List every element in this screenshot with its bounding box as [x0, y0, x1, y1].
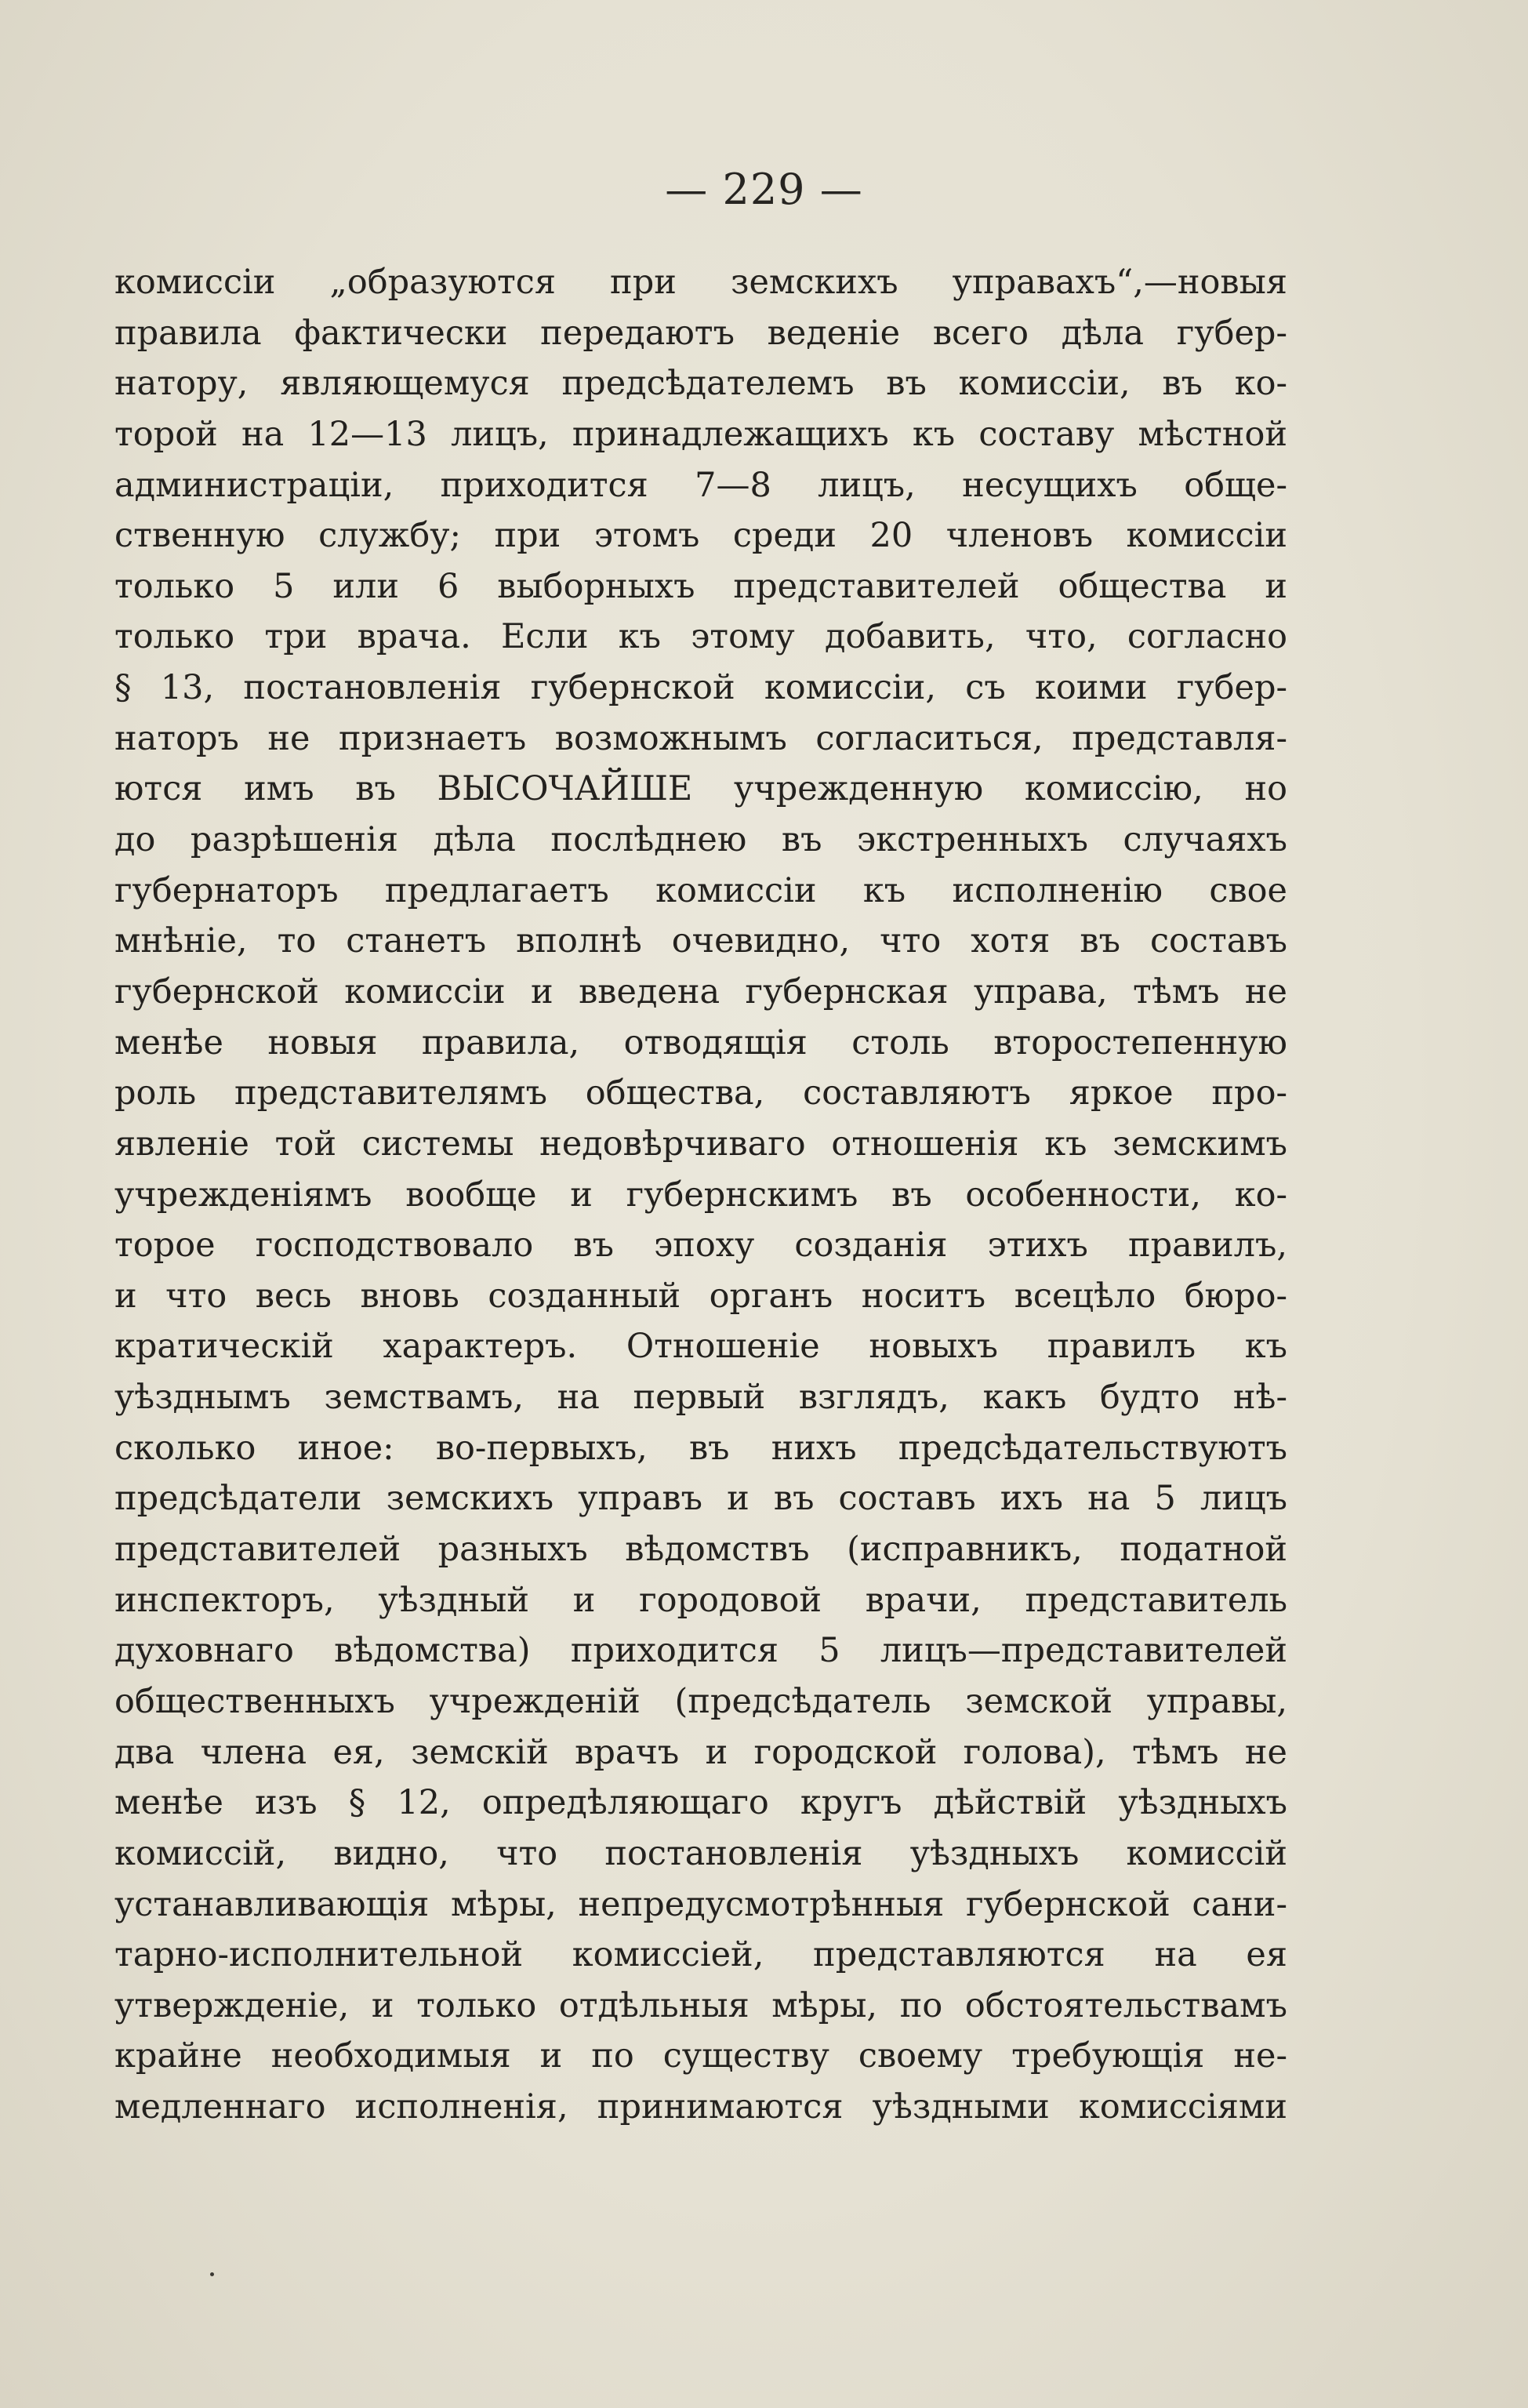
- text-line: общественныхъ учрежденій (предсѣдатель земской управы,: [114, 1681, 1287, 1721]
- text-line: уѣзднымъ земствамъ, на первый взглядъ, какъ будто нѣ-: [114, 1378, 1287, 1418]
- text-line: мнѣніе, то станетъ вполнѣ очевидно, что хотя въ составъ: [114, 921, 1287, 961]
- text-line: крайне необходимыя и по существу своему требующія не-: [114, 2036, 1287, 2076]
- text-line: наторъ не признаетъ возможнымъ согласиться, представля-: [114, 718, 1287, 758]
- ink-speck: [210, 2272, 214, 2276]
- text-line: губернаторъ предлагаетъ комиссіи къ исполненію свое: [114, 870, 1287, 910]
- text-line: ственную службу; при этомъ среди 20 членовъ комиссіи: [114, 516, 1287, 556]
- text-line: представителей разныхъ вѣдомствъ (исправникъ, податной: [114, 1530, 1287, 1570]
- body-text: [114, 257, 1287, 2133]
- text-line: комиссіи „образуются при земскихъ управахъ“,—новыя: [114, 263, 1287, 302]
- text-line: комиссій, видно, что постановленія уѣздныхъ комиссій: [114, 1833, 1287, 1873]
- text-line: менѣе новыя правила, отводящія столь второстепенную: [114, 1022, 1287, 1062]
- text-line: правила фактически передаютъ веденіе всего дѣла губер-: [114, 313, 1287, 353]
- text-line: учрежденіямъ вообще и губернскимъ въ особенности, ко-: [114, 1175, 1287, 1215]
- text-line: два члена ея, земскій врачъ и городской голова), тѣмъ не: [114, 1732, 1287, 1772]
- text-line: предсѣдатели земскихъ управъ и въ составъ ихъ на 5 лицъ: [114, 1479, 1287, 1519]
- text-line: губернской комиссіи и введена губернская управа, тѣмъ не: [114, 972, 1287, 1012]
- text-line: только три врача. Если къ этому добавить, что, согласно: [114, 617, 1287, 657]
- text-line: медленнаго исполненія, принимаются уѣздными комиссіями: [114, 2087, 1287, 2127]
- text-line: тарно-исполнительной комиссіей, представляются на ея: [114, 1935, 1287, 1975]
- text-line: кратическій характеръ. Отношеніе новыхъ правилъ къ: [114, 1327, 1287, 1367]
- text-line: инспекторъ, уѣздный и городовой врачи, представитель: [114, 1580, 1287, 1620]
- text-line: роль представителямъ общества, составляютъ яркое про-: [114, 1073, 1287, 1113]
- text-line: менѣе изъ § 12, опредѣляющаго кругъ дѣйствій уѣздныхъ: [114, 1783, 1287, 1823]
- text-line: торое господствовало въ эпоху созданія этихъ правилъ,: [114, 1226, 1287, 1266]
- text-line: ются имъ въ ВЫСОЧАЙШЕ учрежденную комиссію, но: [114, 769, 1287, 809]
- page-number: — 229 —: [665, 165, 863, 214]
- text-line: только 5 или 6 выборныхъ представителей общества и: [114, 566, 1287, 606]
- text-line: и что весь вновь созданный органъ носитъ всецѣло бюро-: [114, 1276, 1287, 1316]
- text-line: сколько иное: во-первыхъ, въ нихъ предсѣдательствуютъ: [114, 1428, 1287, 1468]
- text-line: утвержденіе, и только отдѣльныя мѣры, по обстоятельствамъ: [114, 1985, 1287, 2025]
- text-line: до разрѣшенія дѣла послѣднею въ экстренныхъ случаяхъ: [114, 820, 1287, 860]
- text-line: устанавливающія мѣры, непредусмотрѣнныя губернской сани-: [114, 1884, 1287, 1924]
- text-line: торой на 12—13 лицъ, принадлежащихъ къ составу мѣстной: [114, 414, 1287, 454]
- text-line: натору, являющемуся предсѣдателемъ въ комиссіи, въ ко-: [114, 364, 1287, 404]
- text-line: администраціи, приходится 7—8 лицъ, несущихъ обще-: [114, 465, 1287, 505]
- text-line: явленіе той системы недовѣрчиваго отношенія къ земскимъ: [114, 1124, 1287, 1164]
- text-line: § 13, постановленія губернской комиссіи, съ коими губер-: [114, 668, 1287, 708]
- text-line: духовнаго вѣдомства) приходится 5 лицъ—представителей: [114, 1631, 1287, 1671]
